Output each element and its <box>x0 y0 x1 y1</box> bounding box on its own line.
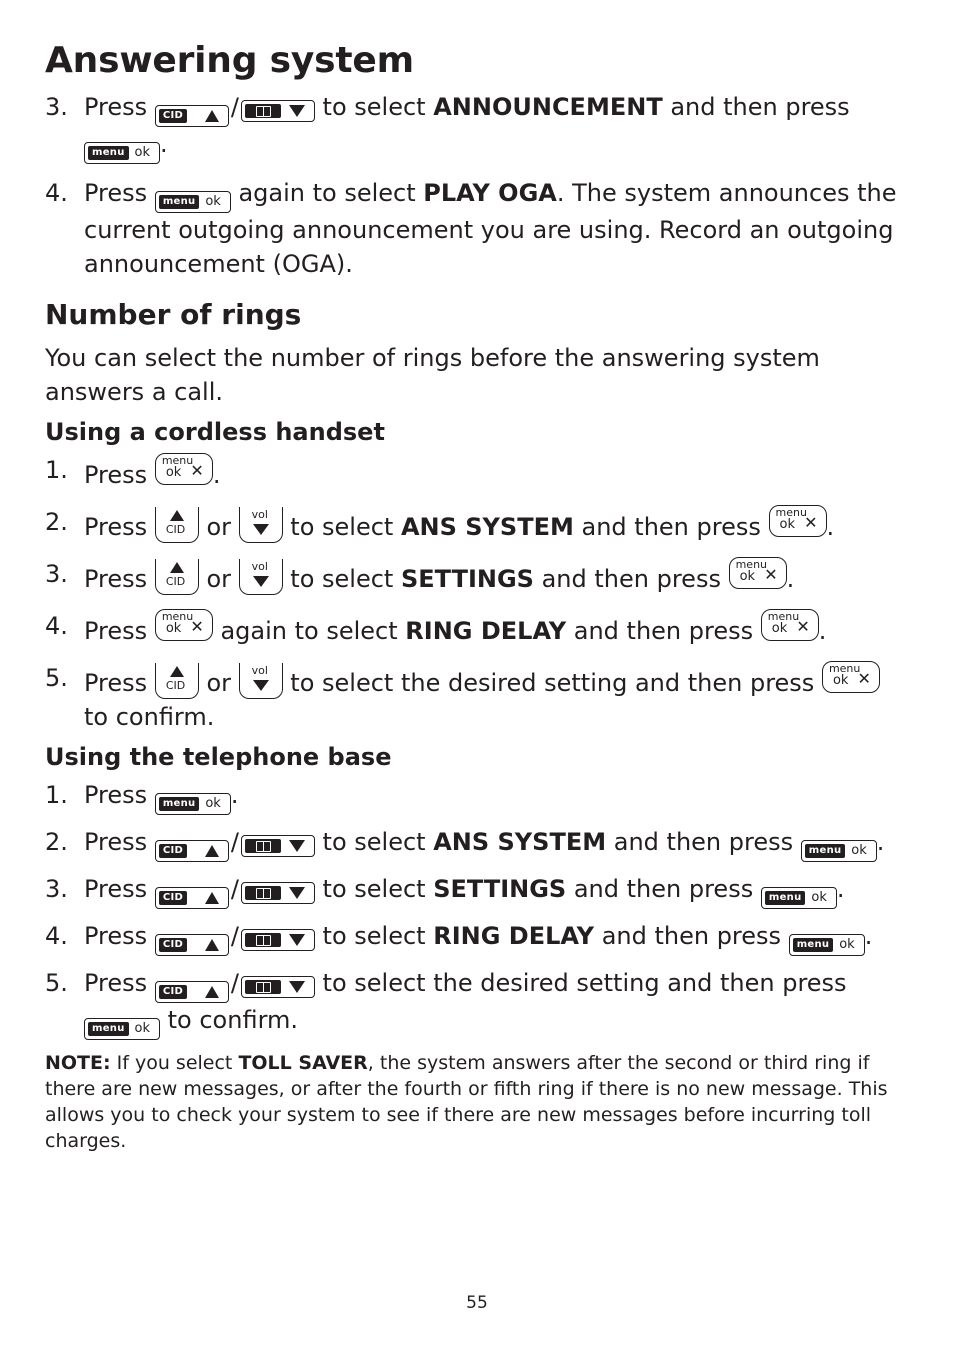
directory-down-key-icon <box>241 882 315 904</box>
menu-ok-key-icon: menu ok <box>789 934 865 956</box>
list-item: 5. Press CID / to select the desired setting and then press menu ok to confirm. <box>45 966 910 1040</box>
list-item: 4. Press menu ok ✕ again to select RING DELAY and then press menu ok ✕ . <box>45 610 827 645</box>
list-item: 2. Press CID / to select ANS SYSTEM and then press menu ok . <box>45 825 910 862</box>
handset-menu-ok-key-icon: menu ok ✕ <box>729 557 787 589</box>
cid-up-key-icon: CID <box>155 934 229 956</box>
page-content <box>45 36 910 1154</box>
handset-menu-ok-key-icon: menu ok ✕ <box>155 609 213 641</box>
section-intro: You can select the number of rings before the answering system answers a call. <box>45 344 820 406</box>
list-item: 2. Press CID or vol to select ANS SYSTEM and then press menu ok ✕ . <box>45 506 835 541</box>
menu-ok-key-icon: menu ok <box>84 142 160 164</box>
announcement-steps <box>45 90 910 281</box>
directory-down-key-icon <box>241 929 315 951</box>
menu-ok-key-icon: menu ok <box>155 793 231 815</box>
list-item: 4. Press CID / to select RING DELAY and then press menu ok . <box>45 919 910 956</box>
handset-menu-ok-key-icon: menu ok ✕ <box>822 661 880 693</box>
cid-up-key-icon: CID <box>155 840 229 862</box>
menu-ok-key-icon: menu ok <box>84 1018 160 1040</box>
list-item: 5. Press CID or vol to select the desired setting and then press menu ok ✕ to confirm. <box>45 661 910 734</box>
handset-cid-up-key-icon: CID <box>155 559 199 595</box>
handset-menu-ok-key-icon: menu ok ✕ <box>155 453 213 485</box>
section-heading: Number of rings <box>45 298 302 331</box>
handset-cid-up-key-icon: CID <box>155 663 199 699</box>
menu-ok-key-icon: menu ok <box>155 191 231 213</box>
note-text: NOTE: If you select TOLL SAVER, the system answers after the second or third ring if there are new messages, or after the fourth or fifth ring if there is no new message. This allows you to check your system to see if there are new messages before incurring toll charges. <box>45 1052 888 1152</box>
menu-ok-key-icon: menu ok <box>761 887 837 909</box>
base-steps <box>45 778 910 1040</box>
step-number: 4. <box>45 179 68 207</box>
list-item: 1. Press menu ok ✕ . <box>45 454 221 489</box>
handset-vol-down-key-icon: vol <box>239 663 283 699</box>
handset-vol-down-key-icon: vol <box>239 559 283 595</box>
menu-ok-key-icon: menu ok <box>801 840 877 862</box>
list-item: 3. Press CID / to select SETTINGS and then press menu ok . <box>45 872 910 909</box>
cid-up-key-icon: CID <box>155 887 229 909</box>
subsection-heading-base: Using the telephone base <box>45 743 392 771</box>
handset-steps <box>45 453 910 734</box>
cid-up-key-icon: CID <box>155 981 229 1003</box>
directory-down-key-icon <box>241 976 315 998</box>
page-title: Answering system <box>45 40 414 81</box>
list-item: 3. Press CID / to select ANNOUNCEMENT and then press menu ok . <box>45 90 910 164</box>
cid-up-key-icon: CID <box>155 105 229 127</box>
page-number: 55 <box>466 1293 488 1313</box>
directory-down-key-icon <box>241 835 315 857</box>
step-number: 3. <box>45 93 68 121</box>
handset-cid-up-key-icon: CID <box>155 507 199 543</box>
list-item: 4. Press menu ok again to select PLAY OGA. The system announces the current outgoing announcement you are using. Record an outgoing announcement (OGA). <box>45 176 910 281</box>
list-item: 3. Press CID or vol to select SETTINGS and then press menu ok ✕ . <box>45 558 795 593</box>
handset-vol-down-key-icon: vol <box>239 507 283 543</box>
handset-menu-ok-key-icon: menu ok ✕ <box>761 609 819 641</box>
subsection-heading-handset: Using a cordless handset <box>45 418 385 446</box>
handset-menu-ok-key-icon: menu ok ✕ <box>769 505 827 537</box>
list-item: 1. Press menu ok . <box>45 778 910 815</box>
directory-down-key-icon <box>241 100 315 122</box>
